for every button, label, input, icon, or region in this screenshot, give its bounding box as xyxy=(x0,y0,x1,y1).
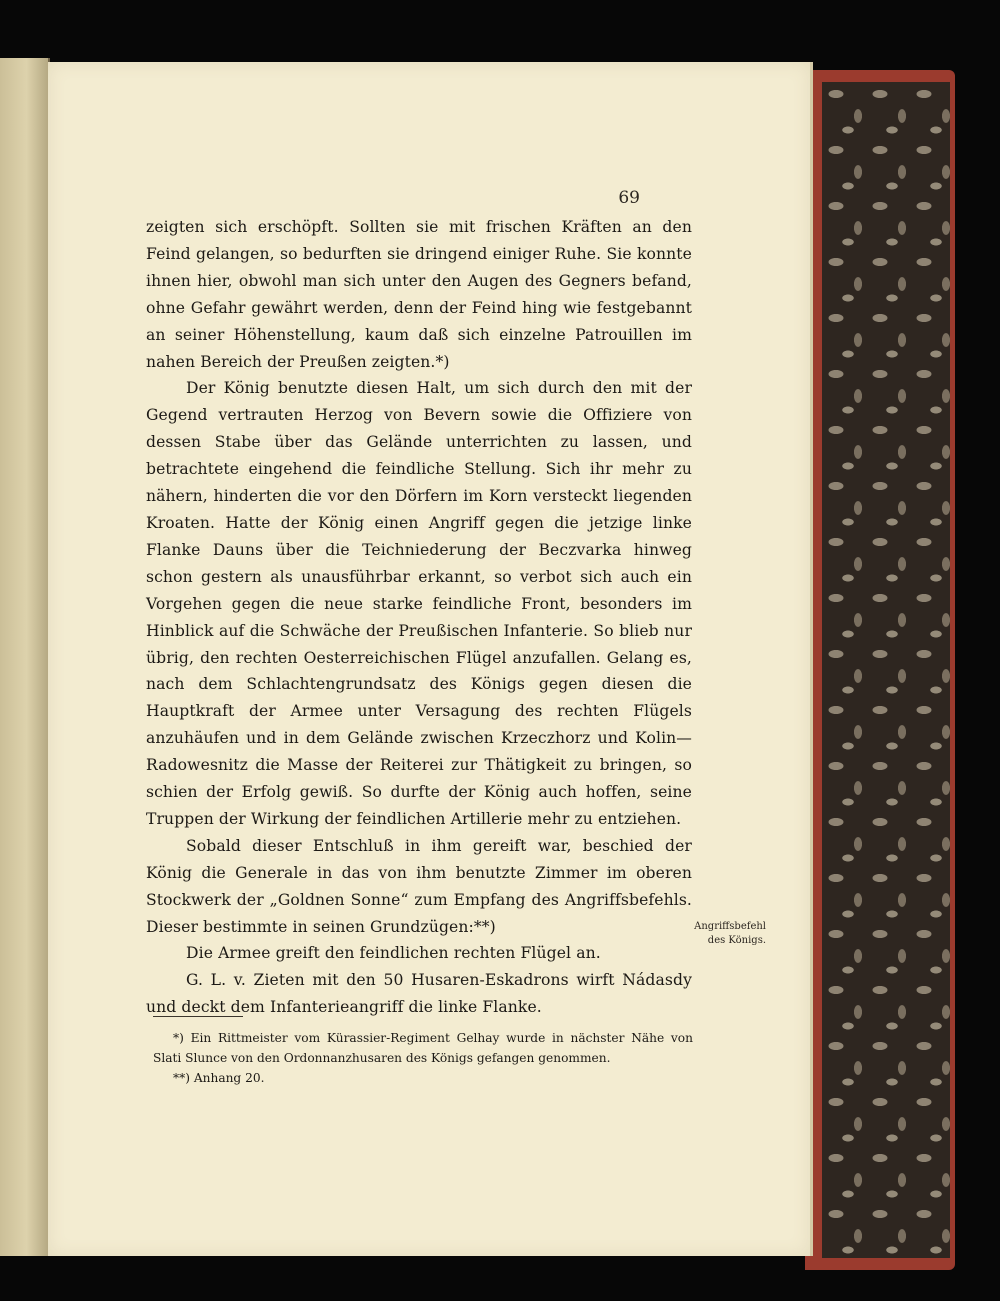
book-page xyxy=(48,62,813,1256)
paragraph-5: G. L. v. Zieten mit den 50 Husaren-Eskadrons wirft Nádasdy und deckt dem Infanterieangriff die linke Flanke. xyxy=(146,971,692,1017)
paragraph-1: zeigten sich erschöpft. Sollten sie mit frischen Kräften an den Feind gelangen, so bedurften sie dringend einiger Ruhe. Sie konnte ihnen hier, obwohl man sich unter den Augen des Gegners befand, ohne Gefahr gewährt werden, denn der Feind hing wie festgebannt an seiner Höhenstellung, kaum daß sich einzelne Patrouillen im nahen Bereich der Preußen zeigten.*) xyxy=(146,218,692,371)
footnote-2: **) Anhang 20. xyxy=(173,1071,265,1085)
marbled-endpaper xyxy=(822,82,950,1258)
paragraph-2: Der König benutzte diesen Halt, um sich durch den mit der Gegend vertrauten Herzog von Bevern sowie die Offiziere von dessen Stabe über das Gelände unterrichten zu lassen, und betrachtete eingehend die feindliche Stellung. Sich ihr mehr zu nähern, hinderten die vor den Dörfern im Korn versteckt liegenden Kroaten. Hatte der König einen Angriff gegen die jetzige linke Flanke Dauns über die Teichniederung der Beczvarka hinweg schon gestern als unausführbar erkannt, so verbot sich auch ein Vorgehen gegen die neue starke feindliche Front, besonders im Hinblick auf die Schwäche der Preußischen Infanterie. So blieb nur übrig, den rechten Oesterreichischen Flügel anzufallen. Gelang es, nach dem Schlachtengrundsatz des Königs gegen diesen die Hauptkraft der Armee unter Versagung des rechten Flügels anzuhäufen und in dem Gelände zwischen Krzeczhorz und Kolin—Radowesnitz die Masse der Reiterei zur Thätigkeit zu bringen, so schien der Erfolg gewiß. So durfte der König auch hoffen, seine Truppen der Wirkung der feindlichen Artillerie mehr zu entziehen. xyxy=(146,379,692,828)
margin-note xyxy=(646,920,766,948)
facing-page-edge xyxy=(0,58,50,1256)
footnotes xyxy=(153,1028,693,1088)
paragraph-3: Sobald dieser Entschluß in ihm gereift war, beschied der König die Generale in das von ihm benutzte Zimmer im oberen Stockwerk der „Goldnen Sonne“ zum Empfang des Angriffsbefehls. Dieser bestimmte in seinen Grundzügen:**) xyxy=(146,836,692,936)
footnote-divider xyxy=(153,1016,243,1017)
margin-note-line-2: des Königs. xyxy=(707,935,766,946)
page-number: 69 xyxy=(618,188,640,208)
footnote-1: *) Ein Rittmeister vom Kürassier-Regiment Gelhay wurde in nächster Nähe von Slati Slunce von den Ordonnanzhusaren des Königs gefangen genommen. xyxy=(153,1031,693,1065)
paragraph-4: Die Armee greift den feindlichen rechten Flügel an. xyxy=(186,944,601,963)
margin-note-line-1: Angriffsbefehl xyxy=(694,921,766,932)
body-text xyxy=(146,214,692,1021)
